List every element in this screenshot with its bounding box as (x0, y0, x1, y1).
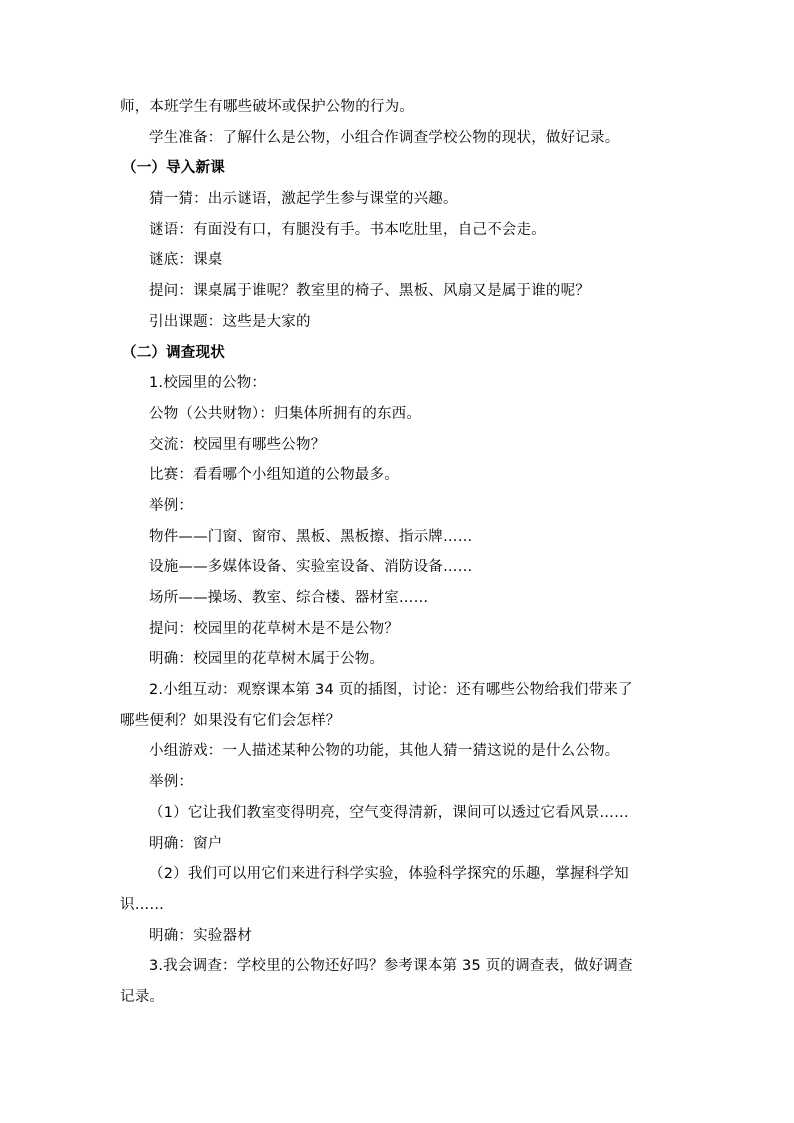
text-line: 提问：校园里的花草树木是不是公物？ (149, 620, 399, 637)
text-line: 举例： (149, 774, 194, 791)
text-line: 明确：窗户 (149, 835, 223, 852)
text-line: 提问：课桌属于谁呢？教室里的椅子、黑板、风扇又是属于谁的呢？ (149, 283, 590, 300)
text-line: 场所——操场、教室、综合楼、器材室…… (149, 590, 429, 606)
section-heading: （一）导入新课 (122, 160, 225, 177)
text-line: （1）它让我们教室变得明亮，空气变得清新，课间可以透过它看风景…… (149, 804, 629, 821)
text-line: 哪些便利？如果没有它们会怎样？ (120, 712, 341, 729)
text-line: 小组游戏：一人描述某种公物的功能，其他人猜一猜这说的是什么公物。 (149, 743, 620, 760)
text-line: 猜一猜：出示谜语，激起学生参与课堂的兴趣。 (149, 191, 458, 208)
document-body (120, 92, 675, 1013)
text-line: （2）我们可以用它们来进行科学实验，体验科学探究的乐趣，掌握科学知 (149, 866, 629, 883)
text-line: 公物（公共财物）：归集体所拥有的东西。 (149, 405, 422, 422)
text-line: 谜底：课桌 (149, 252, 223, 269)
text-line: 识…… (120, 896, 165, 913)
section-heading: （二）调查现状 (122, 344, 225, 361)
text-line: 学生准备：了解什么是公物，小组合作调查学校公物的现状，做好记录。 (149, 129, 620, 146)
text-line: 明确：实验器材 (149, 927, 252, 944)
text-line: 引出课题：这些是大家的 (149, 313, 311, 330)
text-line: 谜语：有面没有口，有腿没有手。书本吃肚里，自己不会走。 (149, 221, 546, 238)
text-line: 1.校园里的公物： (149, 375, 267, 392)
text-line: 明确：校园里的花草树木属于公物。 (149, 651, 385, 668)
text-line: 设施——多媒体设备、实验室设备、消防设备…… (149, 559, 473, 576)
text-line: 记录。 (120, 988, 165, 1005)
text-line: 2.小组互动：观察课本第 34 页的插图，讨论：还有哪些公物给我们带来了 (149, 682, 633, 699)
text-line: 举例： (149, 497, 194, 514)
text-line: 交流：校园里有哪些公物？ (149, 436, 326, 453)
text-line: 比赛：看看哪个小组知道的公物最多。 (149, 467, 399, 484)
text-line: 物件——门窗、窗帘、黑板、黑板擦、指示牌…… (149, 528, 473, 545)
text-line: 师，本班学生有哪些破坏或保护公物的行为。 (120, 99, 414, 115)
text-line: 3.我会调查：学校里的公物还好吗？参考课本第 35 页的调查表，做好调查 (149, 958, 633, 975)
